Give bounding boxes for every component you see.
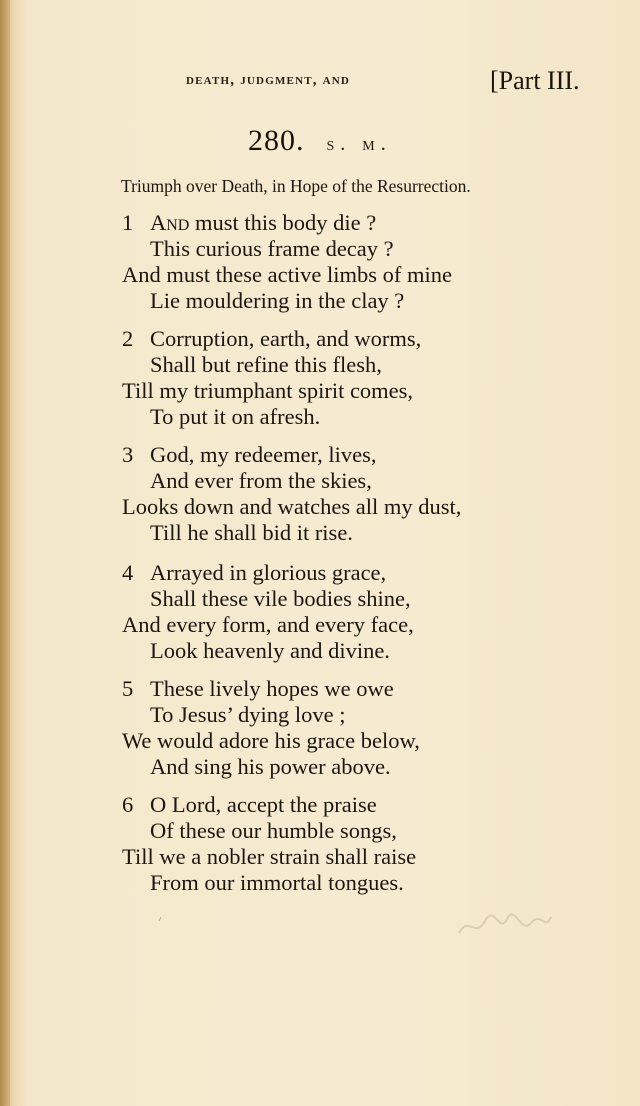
stanza-4 bbox=[122, 560, 414, 664]
hymn-number: 280. bbox=[248, 124, 305, 157]
stanza-line: Looks down and watches all my dust, bbox=[122, 494, 462, 519]
stanza-line: And must these active limbs of mine bbox=[122, 262, 452, 287]
stanza-line: Lie mouldering in the clay ? bbox=[150, 288, 405, 313]
stanza-line bbox=[122, 560, 414, 586]
stanza-3 bbox=[122, 442, 461, 546]
hymn-heading bbox=[248, 124, 392, 158]
stanza-number: 5 bbox=[122, 676, 134, 701]
stanza-line: And ever from the skies, bbox=[150, 468, 372, 493]
stanza-number: 3 bbox=[122, 442, 134, 467]
stanza-5 bbox=[122, 676, 420, 780]
stanza-line bbox=[122, 676, 420, 702]
stanza-number: 1 bbox=[122, 210, 134, 235]
stanza-line: Till my triumphant spirit comes, bbox=[122, 378, 414, 403]
ink-speck bbox=[158, 916, 162, 922]
stanza-line: And sing his power above. bbox=[150, 754, 391, 779]
stanza-line-text: O Lord, accept the praise bbox=[150, 792, 377, 817]
stanza-line: Till he shall bid it rise. bbox=[150, 520, 353, 545]
stanza-number: 2 bbox=[122, 326, 134, 351]
stanza-line-text: Arrayed in glorious grace, bbox=[150, 560, 387, 585]
stanza-line-text: Corruption, earth, and worms, bbox=[150, 326, 422, 351]
stanza-line: We would adore his grace below, bbox=[122, 728, 420, 753]
stanza-line-text: must this body die ? bbox=[189, 210, 377, 235]
stanza-line bbox=[122, 792, 416, 818]
stanza-line: Of these our humble songs, bbox=[150, 818, 397, 843]
stanza-line: Look heavenly and divine. bbox=[150, 638, 390, 663]
stanza-line: To put it on afresh. bbox=[150, 404, 321, 429]
stanza-line: This curious frame decay ? bbox=[150, 236, 394, 261]
page-binding-edge bbox=[0, 0, 10, 1106]
stanza-line: Till we a nobler strain shall raise bbox=[122, 844, 417, 869]
hymn-meter: s. m. bbox=[326, 133, 392, 155]
stanza-number: 4 bbox=[122, 560, 134, 585]
stanza-line: To Jesus’ dying love ; bbox=[150, 702, 346, 727]
stanza-6 bbox=[122, 792, 416, 896]
stanza-first-word: And bbox=[150, 210, 190, 235]
stanza-1 bbox=[122, 210, 452, 314]
faint-handwriting-mark bbox=[455, 905, 555, 945]
stanza-2 bbox=[122, 326, 421, 430]
stanza-number: 6 bbox=[122, 792, 134, 817]
stanza-line: And every form, and every face, bbox=[122, 612, 414, 637]
stanza-line-text: God, my redeemer, lives, bbox=[150, 442, 377, 467]
stanza-line bbox=[122, 442, 461, 468]
part-label: [Part III. bbox=[490, 66, 580, 95]
running-head: death, judgment, and bbox=[186, 72, 351, 88]
stanza-line: Shall these vile bodies shine, bbox=[150, 586, 411, 611]
stanza-line: Shall but refine this flesh, bbox=[150, 352, 382, 377]
stanza-line bbox=[122, 210, 452, 236]
stanza-line bbox=[122, 326, 421, 352]
stanza-line: From our immortal tongues. bbox=[150, 870, 404, 895]
stanza-line-text: These lively hopes we owe bbox=[150, 676, 394, 701]
hymn-subtitle: Triumph over Death, in Hope of the Resurrection. bbox=[121, 176, 471, 196]
